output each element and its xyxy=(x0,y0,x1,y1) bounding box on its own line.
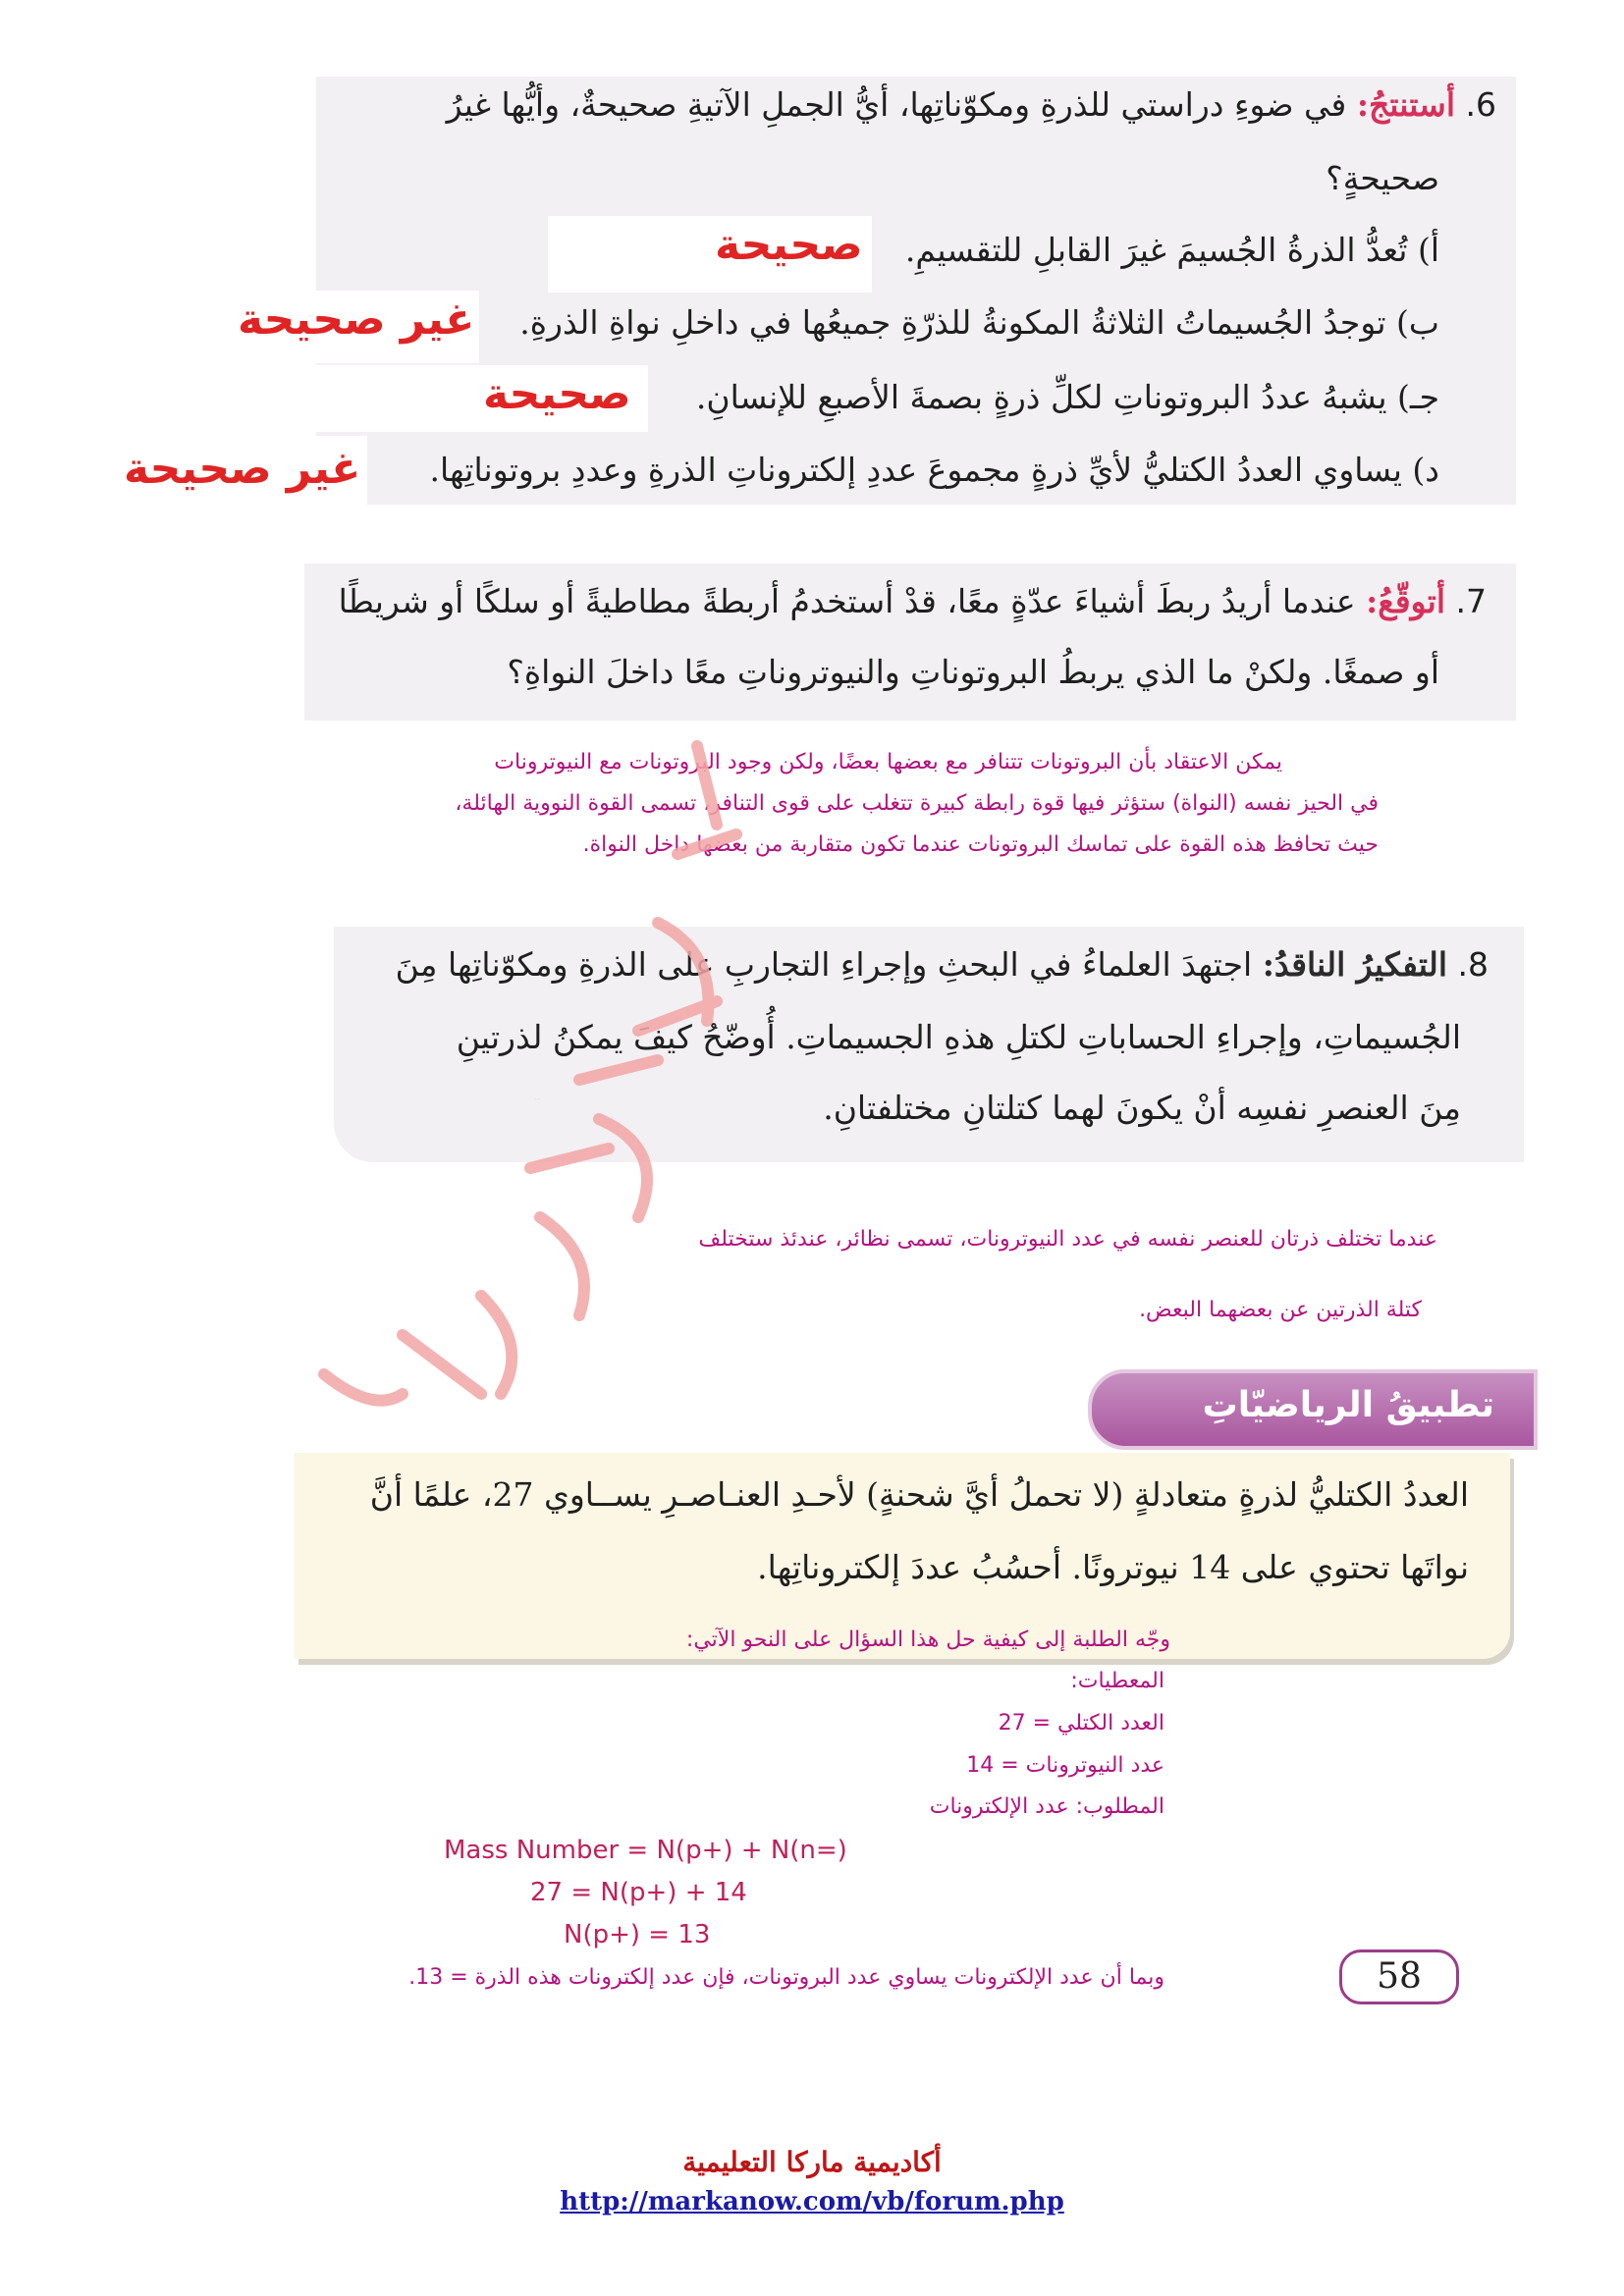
question-6-box xyxy=(316,77,1516,505)
svg-text:أكاديمية ماركا: أكاديمية ماركا xyxy=(534,1099,540,1100)
verdict-a: صحيحة xyxy=(715,220,863,270)
question-keyword: أستنتجُ: xyxy=(1356,85,1455,124)
question-6-item-a: أ) تُعدُّ الذرةُ الجُسيمَ غيرَ القابلِ للتقسيمِ. xyxy=(904,231,1439,269)
math-guide-line3: العدد الكتلي = 27 xyxy=(998,1711,1164,1735)
equation-mass-number: Mass Number = N(p+) + N(n=) xyxy=(444,1836,847,1865)
answer-7-line3: حيث تحافظ هذه القوة على تماسك البروتونات عندما تكون متقاربة من بعضها داخل النواة. xyxy=(582,832,1379,857)
question-text: اجتهدَ العلماءُ في البحثِ وإجراءِ التجاربِ على الذرةِ ومكوّناتِها مِنَ xyxy=(395,945,1253,984)
question-keyword: التفكيرُ الناقدُ: xyxy=(1262,945,1447,984)
question-6-item-c: جـ) يشبهُ عددُ البروتوناتِ لكلِّ ذرةٍ بصمةَ الأصبعِ للإنسانِ. xyxy=(695,378,1439,416)
math-guide-line4: عدد النيوترونات = 14 xyxy=(966,1753,1164,1778)
math-guide-line5: المطلوب: عدد الإلكترونات xyxy=(929,1794,1164,1819)
math-guide-line1: وجّه الطلبة إلى كيفية حل هذا السؤال على النحو الآتي: xyxy=(685,1628,1170,1652)
verdict-d: غير صحيحة xyxy=(124,444,361,494)
math-problem-line1: العددُ الكتليُّ لذرةٍ متعادلةٍ (لا تحملُ أيَّ شحنةٍ) لأحـدِ العنـاصـرِ يســاوي 27، علمًا أنَّ xyxy=(369,1475,1469,1514)
question-8-line3: مِنَ العنصرِ نفسِه أنْ يكونَ لهما كتلتانِ مختلفتانِ. xyxy=(823,1089,1461,1127)
math-application-tab xyxy=(1088,1369,1538,1450)
answer-8-line1: عندما تختلف ذرتان للعنصر نفسه في عدد النيوترونات، تسمى نظائر، عندئذ ستختلف xyxy=(698,1227,1437,1252)
question-7-line1 xyxy=(338,582,1487,620)
answer-8-line2: كتلة الذرتين عن بعضهما البعض. xyxy=(1139,1298,1422,1322)
math-conclusion: وبما أن عدد الإلكترونات يساوي عدد البروتونات، فإن عدد إلكترونات هذه الذرة = 13. xyxy=(408,1965,1164,1990)
question-6-line2: صحيحةٍ؟ xyxy=(1326,159,1439,197)
verdict-c: صحيحة xyxy=(483,369,631,419)
answer-7-line2: في الحيز نفسه (النواة) ستؤثر فيها قوة رابطة كبيرة تتغلب على قوى التنافر، تسمى القوة النووية الهائلة، xyxy=(455,791,1379,816)
equation-substitution: 27 = N(p+) + 14 xyxy=(530,1878,747,1907)
page-number: 58 xyxy=(1339,1949,1459,2004)
question-text: في ضوءِ دراستي للذرةِ ومكوّناتِها، أيُّ الجملِ الآتيةِ صحيحةٌ، وأيُّها غيرُ xyxy=(446,85,1347,124)
question-8-line1 xyxy=(395,945,1489,984)
question-text: عندما أريدُ ربطَ أشياءَ عدّةٍ معًا، قدْ أستخدمُ أربطةً مطاطيةً أو سلكًا أو شريطًا xyxy=(338,582,1356,620)
question-6-item-d: د) يساوي العددُ الكتليُّ لأيِّ ذرةٍ مجموعَ عددِ إلكتروناتِ الذرةِ وعددِ بروتوناتِها. xyxy=(429,451,1439,489)
question-6-item-b: ب) توجدُ الجُسيماتُ الثلاثةُ المكونةُ للذرّةِ جميعُها في داخلِ نواةِ الذرةِ. xyxy=(519,303,1439,342)
question-number: 8. xyxy=(1457,945,1489,984)
verdict-b: غير صحيحة xyxy=(238,294,475,345)
answer-7-line1: يمكن الاعتقاد بأن البروتونات تتنافر مع بعضها بعضًا، ولكن وجود البروتونات مع النيوترونات xyxy=(494,750,1282,774)
question-keyword: أتوقّعُ: xyxy=(1366,582,1445,620)
question-8-line2: الجُسيماتِ، وإجراءِ الحساباتِ لكتلِ هذهِ الجسيماتِ. أُوضّحُ كيفَ يمكنُ لذرتينِ xyxy=(456,1018,1461,1056)
footer-academy-name: أكاديمية ماركا التعليمية xyxy=(682,2146,942,2178)
question-number: 6. xyxy=(1465,85,1496,124)
question-6-line1 xyxy=(446,85,1496,124)
math-application-title: تطبيقُ الرياضيّاتِ xyxy=(1202,1385,1494,1425)
math-guide-line2: المعطيات: xyxy=(1070,1669,1164,1693)
question-number: 7. xyxy=(1455,582,1487,620)
equation-result: N(p+) = 13 xyxy=(564,1920,711,1949)
math-problem-line2: نواتَها تحتوي على 14 نيوترونًا. أحسُبُ عددَ إلكتروناتِها. xyxy=(757,1548,1469,1586)
footer-url-link[interactable]: http://markanow.com/vb/forum.php xyxy=(560,2187,1064,2216)
question-7-line2: أو صمغًا. ولكنْ ما الذي يربطُ البروتوناتِ والنيوتروناتِ معًا داخلَ النواةِ؟ xyxy=(507,653,1439,691)
